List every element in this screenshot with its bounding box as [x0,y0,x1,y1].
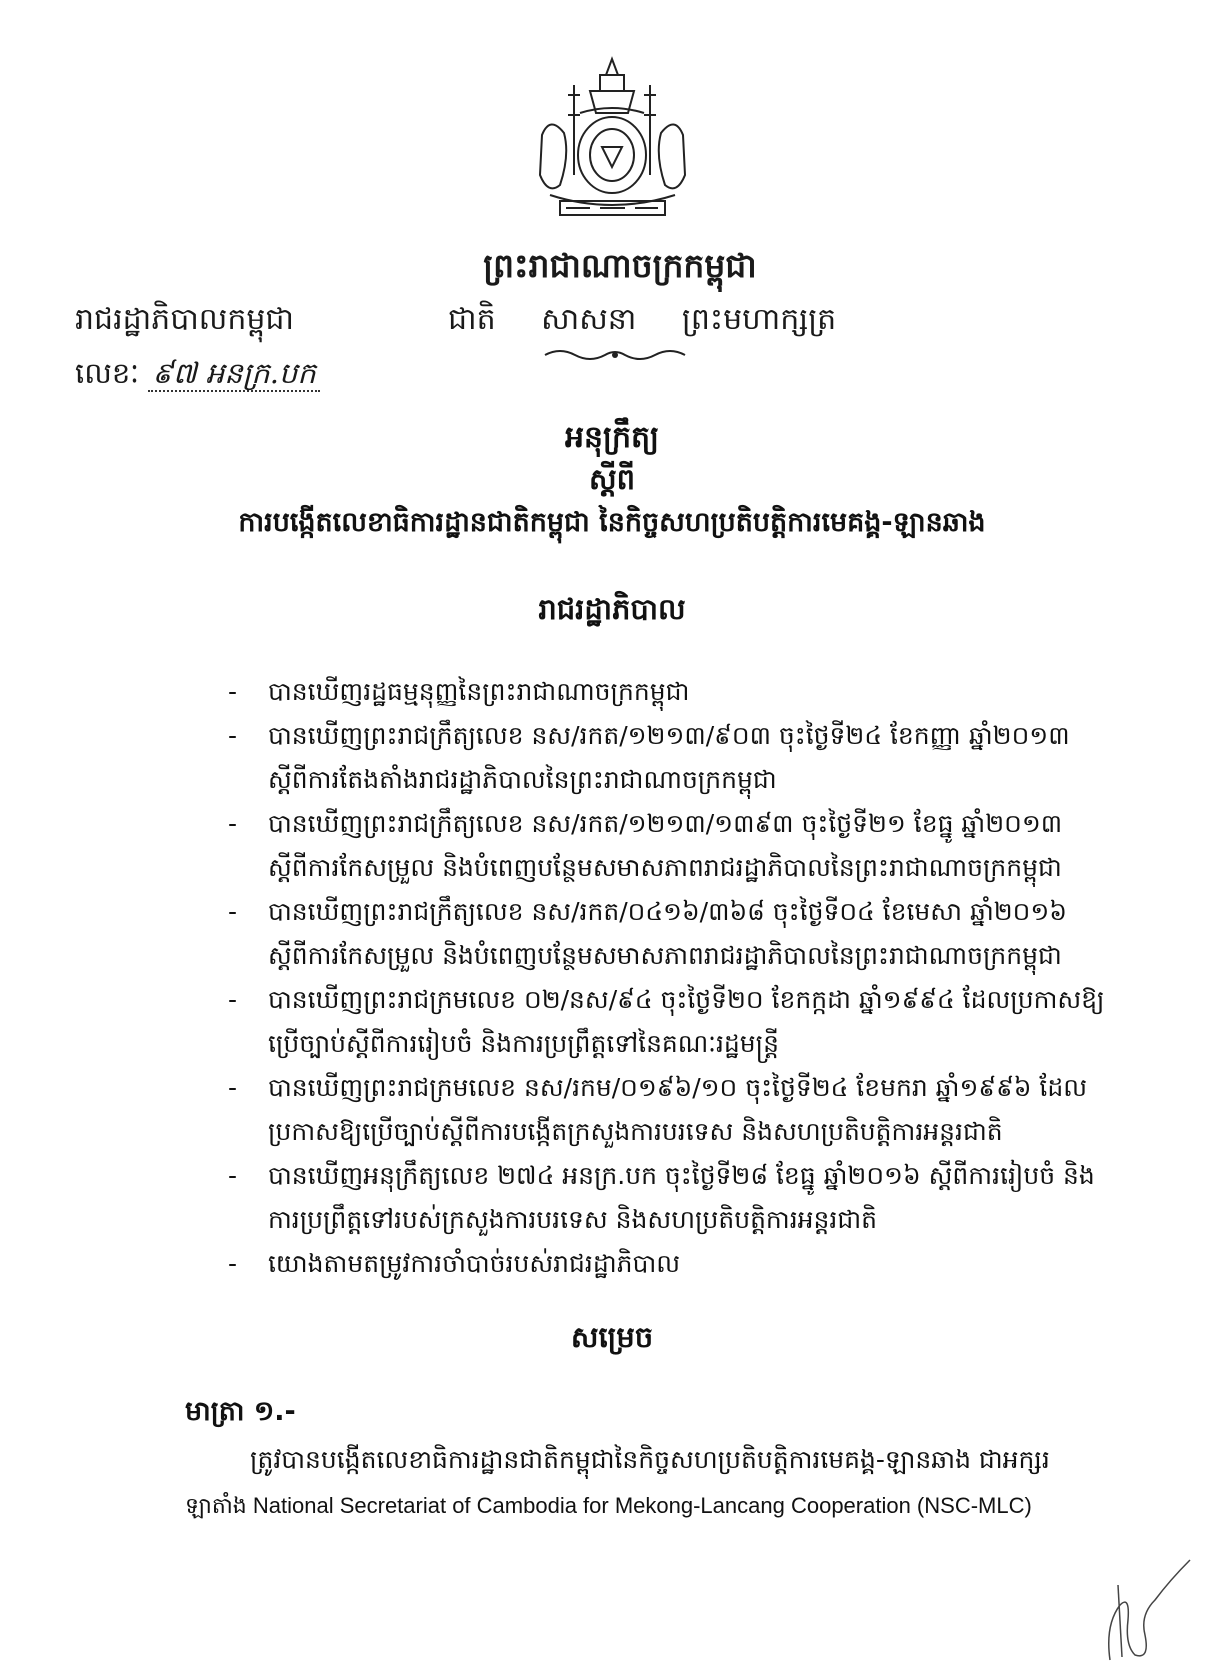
list-item: - បានឃើញព្រះរាជក្រឹត្យលេខ នស/រកត/០៤១៦/៣៦៨ ចុះថ្ងៃទី០៤ ខែមេសា ឆ្នាំ២០១៦ ស្តីពីការកែសម្រួល និងបំពេញបន្ថែមសមាសភាពរាជរដ្ឋាភិបាលនៃព្រះរាជាណាចក្រកម្ពុជា [228,890,1108,978]
considerations-list [228,670,1108,1286]
reference-number [75,356,320,398]
list-item: - បានឃើញរដ្ឋធម្មនុញ្ញនៃព្រះរាជាណាចក្រកម្ពុជា [228,670,1108,714]
list-item: - បានឃើញព្រះរាជក្រមលេខ ០២/នស/៩៤ ចុះថ្ងៃទី២០ ខែកក្កដា ឆ្នាំ១៩៩៤ ដែលប្រកាសឱ្យប្រើច្បាប់ស្តីពីការរៀបចំ និងការប្រព្រឹត្តទៅនៃគណៈរដ្ឋមន្ត្រី [228,978,1108,1066]
article-1-heading: មាត្រា ១.- [185,1396,296,1427]
issuer-heading: រាជរដ្ឋាភិបាល [538,592,686,626]
reference-prefix: លេខៈ [75,356,140,390]
list-item: - យោងតាមតម្រូវការចាំបាច់របស់រាជរដ្ឋាភិបាល [228,1242,1108,1286]
motto-nation: ជាតិ [448,302,496,337]
divider-ornament-icon [540,345,690,365]
kingdom-title: ព្រះរាជាណាចក្រកម្ពុជា [483,246,757,285]
article-1-line-2: ឡាតាំង National Secretariat of Cambodia for Mekong-Lancang Cooperation (NSC-MLC) [185,1493,1032,1518]
motto-religion: សាសនា [541,302,637,337]
signature-initial-icon [1090,1545,1200,1665]
list-item: - បានឃើញព្រះរាជក្រឹត្យលេខ នស/រកត/១២១៣/១៣៩៣ ចុះថ្ងៃទី២១ ខែធ្នូ ឆ្នាំ២០១៣ ស្តីពីការកែសម្រួល និងបំពេញបន្ថែមសមាសភាពរាជរដ្ឋាភិបាលនៃព្រះរាជាណាចក្រកម្ពុជា [228,802,1108,890]
decision-heading: សម្រេច [570,1320,654,1354]
document-subject: ការបង្កើតលេខាធិការដ្ឋានជាតិកម្ពុជា នៃកិច្ចសហប្រតិបត្តិការមេគង្គ-ឡានឆាង [238,507,986,538]
article-1-line-1: ត្រូវបានបង្កើតលេខាធិការដ្ឋានជាតិកម្ពុជានៃកិច្ចសហប្រតិបត្តិការមេគង្គ-ឡានឆាង ជាអក្សរ [250,1445,1050,1474]
issuing-government: រាជរដ្ឋាភិបាលកម្ពុជា [75,302,294,337]
reference-value: ៩៧ អនក្រ.បក [148,356,319,392]
national-motto [430,300,837,344]
list-item: - បានឃើញអនុក្រឹត្យលេខ ២៧៤ អនក្រ.បក ចុះថ្ងៃទី២៨ ខែធ្នូ ឆ្នាំ២០១៦ ស្តីពីការរៀបចំ និងការប្រព្រឹត្តទៅរបស់ក្រសួងការបរទេស និងសហប្រតិបត្តិការអន្តរជាតិ [228,1154,1108,1242]
document-about: ស្តីពី [588,462,636,496]
list-item: - បានឃើញព្រះរាជក្រមលេខ នស/រកម/០១៩៦/១០ ចុះថ្ងៃទី២៤ ខែមករា ឆ្នាំ១៩៩៦ ដែលប្រកាសឱ្យប្រើច្បាប់ស្តីពីការបង្កើតក្រសួងការបរទេស និងសហប្រតិបត្តិការអន្តរជាតិ [228,1066,1108,1154]
royal-emblem-icon [530,55,695,235]
document-type: អនុក្រឹត្យ [564,420,660,455]
motto-king: ព្រះមហាក្សត្រ [681,302,837,337]
list-item: - បានឃើញព្រះរាជក្រឹត្យលេខ នស/រកត/១២១៣/៩០៣ ចុះថ្ងៃទី២៤ ខែកញ្ញា ឆ្នាំ២០១៣ ស្តីពីការតែងតាំងរាជរដ្ឋាភិបាលនៃព្រះរាជាណាចក្រកម្ពុជា [228,714,1108,802]
